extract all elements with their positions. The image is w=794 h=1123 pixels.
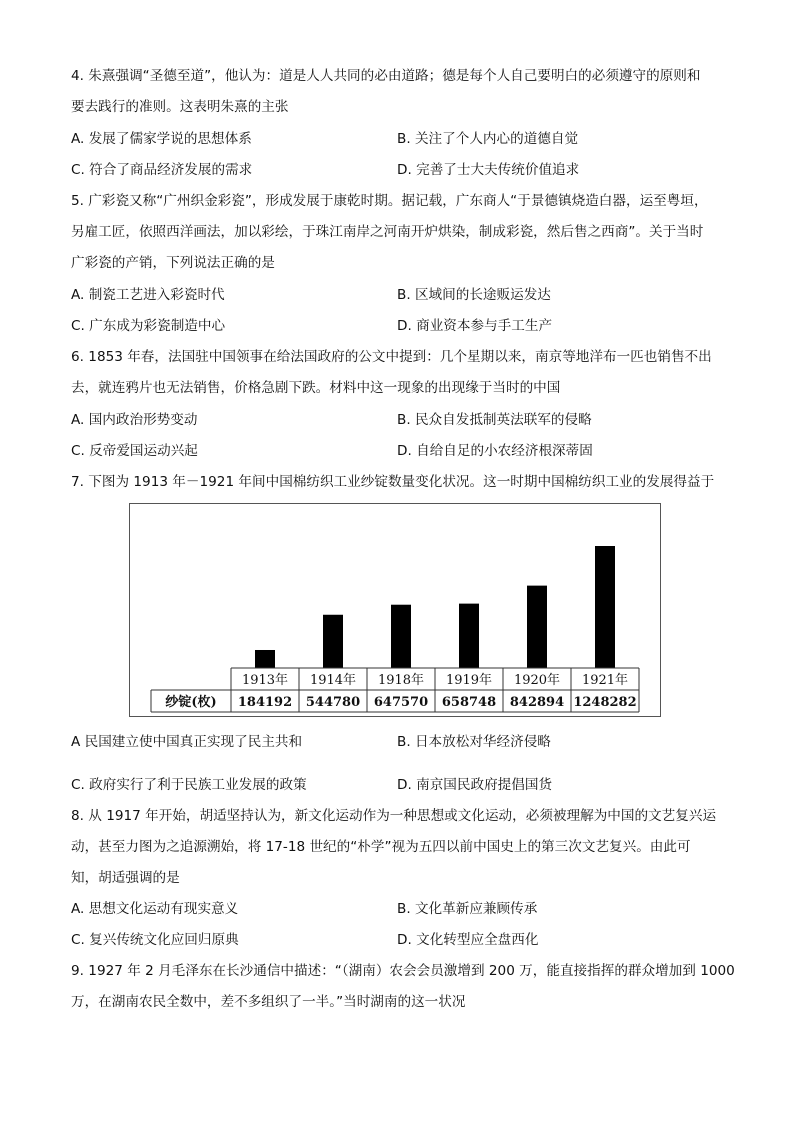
data-label-3: 658748 [441,695,497,710]
q8-option-d[interactable]: D. 文化转型应全盘西化 [397,932,539,948]
data-label-5: 1248282 [573,695,637,710]
q7-option-a[interactable]: A 民国建立使中国真正实现了民主共和 [71,734,303,750]
data-label-4: 842894 [509,695,565,710]
q7-option-b[interactable]: B. 日本放松对华经济侵略 [397,734,551,750]
q5-stem-line-1: 5. 广彩瓷又称“广州织金彩瓷”，形成发展于康乾时期。据记载，广东商人“于景德镇烧造白器，运至粤垣， [71,193,708,209]
q5-option-d[interactable]: D. 商业资本参与手工生产 [397,318,553,334]
tick-label-0: 1913年 [241,673,289,688]
bar-2 [391,605,411,668]
q8-stem-line-3: 知，胡适强调的是 [71,870,180,886]
bar-0 [255,650,275,668]
q5-option-b[interactable]: B. 区域间的长途贩运发达 [397,287,551,303]
q5-option-c[interactable]: C. 广东成为彩瓷制造中心 [71,318,226,334]
tick-label-2: 1918年 [377,673,425,688]
q6-option-c[interactable]: C. 反帝爱国运动兴起 [71,443,198,459]
q5-stem-line-3: 广彩瓷的产销，下列说法正确的是 [71,255,275,271]
q4-option-b[interactable]: B. 关注了个人内心的道德自觉 [397,131,579,147]
q4-option-d[interactable]: D. 完善了士大夫传统价值追求 [397,162,580,178]
q5-option-a[interactable]: A. 制瓷工艺进入彩瓷时代 [71,287,225,303]
table-row-label: 纱锭(枚) [165,695,217,710]
tick-label-5: 1921年 [581,673,629,688]
q8-option-b[interactable]: B. 文化革新应兼顾传承 [397,901,538,917]
q7-option-d[interactable]: D. 南京国民政府提倡国货 [397,777,553,793]
tick-label-3: 1919年 [445,673,493,688]
q6-stem-line-1: 6. 1853 年春，法国驻中国领事在给法国政府的公文中提到：几个星期以来，南京等地洋布一匹也销售不出 [71,349,712,365]
q6-option-d[interactable]: D. 自给自足的小农经济根深蒂固 [397,443,593,459]
q9-stem-line-2: 万，在湖南农民全数中，差不多组织了一半。”当时湖南的这一状况 [71,994,466,1010]
bar-1 [323,615,343,668]
q9-stem-line-1: 9. 1927 年 2 月毛泽东在长沙通信中描述：“（湖南）农会会员激增到 200 万，能直接指挥的群众增加到 1000 [71,963,735,979]
q6-stem-line-2: 去，就连鸦片也无法销售，价格急剧下跌。材料中这一现象的出现缘于当时的中国 [71,380,561,396]
q7-option-c[interactable]: C. 政府实行了利于民族工业发展的政策 [71,777,307,793]
data-label-1: 544780 [305,695,361,710]
q4-stem-line-2: 要去践行的准则。这表明朱熹的主张 [71,99,289,115]
spindle-chart [129,503,661,717]
q8-stem-line-1: 8. 从 1917 年开始，胡适坚持认为，新文化运动作为一种思想或文化运动，必须被理解为中国的文艺复兴运 [71,808,717,824]
spindle-chart-svg [130,504,662,718]
bar-5 [595,546,615,668]
data-label-0: 184192 [237,695,293,710]
q5-stem-line-2: 另雇工匠，依照西洋画法，加以彩绘，于珠江南岸之河南开炉烘染，制成彩瓷，然后售之西商”。关于当时 [71,224,704,240]
q4-option-a[interactable]: A. 发展了儒家学说的思想体系 [71,131,252,147]
bar-4 [527,586,547,668]
q6-option-b[interactable]: B. 民众自发抵制英法联军的侵略 [397,412,592,428]
bar-3 [459,604,479,668]
q6-option-a[interactable]: A. 国内政治形势变动 [71,412,198,428]
q4-stem-line-1: 4. 朱熹强调“圣德至道”，他认为：道是人人共同的必由道路；德是每个人自己要明白的必须遵守的原则和 [71,68,701,84]
tick-label-1: 1914年 [309,673,357,688]
q8-option-a[interactable]: A. 思想文化运动有现实意义 [71,901,239,917]
q8-stem-line-2: 动，甚至力图为之追源溯始，将 17-18 世纪的“朴学”视为五四以前中国史上的第三次文艺复兴。由此可 [71,839,691,855]
tick-label-4: 1920年 [513,673,561,688]
q7-stem-line-1: 7. 下图为 1913 年－1921 年间中国棉纺织工业纱锭数量变化状况。这一时期中国棉纺织工业的发展得益于 [71,474,715,490]
q8-option-c[interactable]: C. 复兴传统文化应回归原典 [71,932,239,948]
data-label-2: 647570 [373,695,429,710]
q4-option-c[interactable]: C. 符合了商品经济发展的需求 [71,162,253,178]
